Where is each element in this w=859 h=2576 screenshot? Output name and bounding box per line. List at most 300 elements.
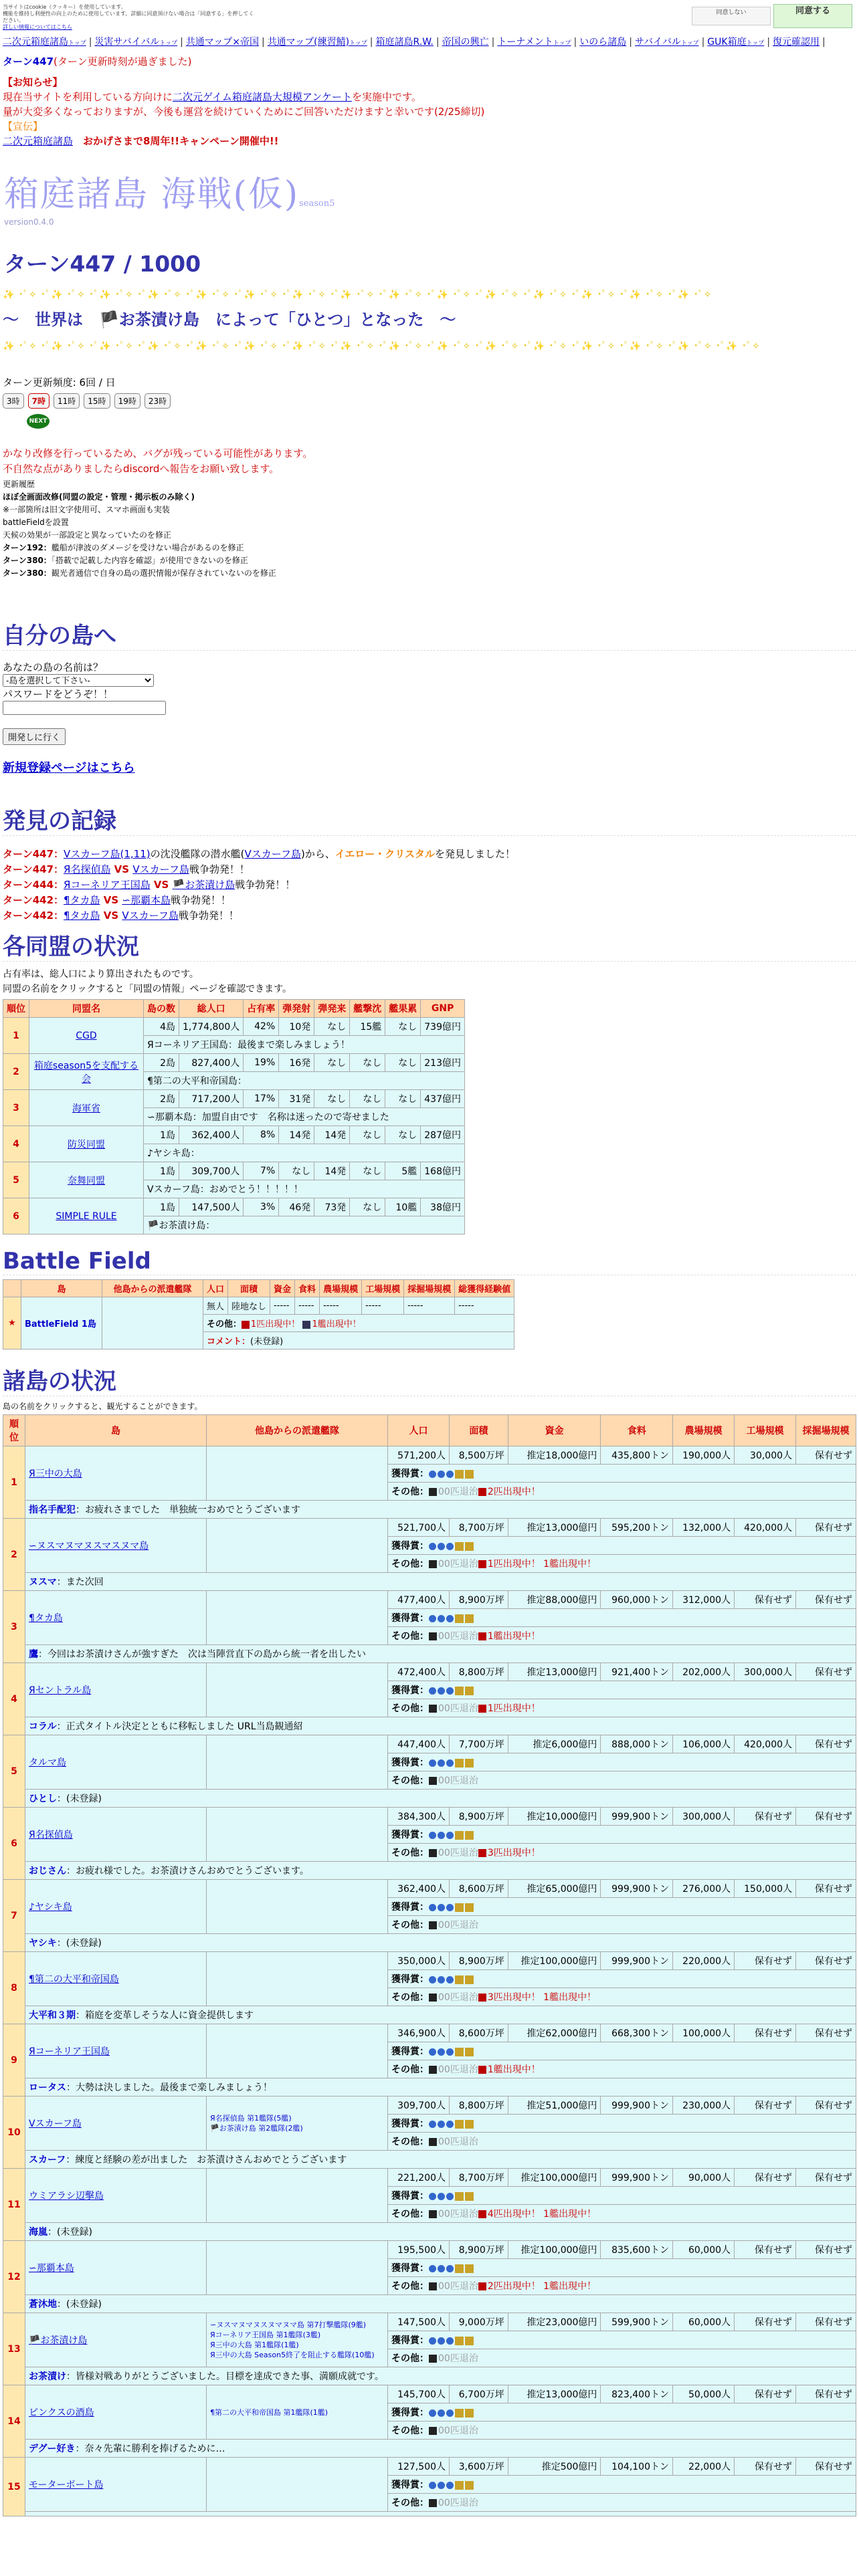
island-fleet-cell <box>207 1446 388 1501</box>
alliance-v1: 31発 <box>279 1090 314 1108</box>
monster-icon <box>429 1849 437 1857</box>
island-rank: 13 <box>3 2313 25 2385</box>
island-acquired <box>388 1753 856 1772</box>
dev-warning-line: かなり改修を行っているため、バグが残っている可能性があります。 <box>3 447 313 459</box>
island-fleet-cell <box>207 1808 388 1862</box>
kills-count: 00匹退治 <box>438 1487 478 1497</box>
island-food: 104,100トン <box>601 2458 673 2476</box>
island-name-link[interactable]: ∽那覇本島 <box>29 2263 74 2274</box>
comment-sep: ： <box>56 1721 66 1732</box>
island-money: 推定100,000億円 <box>508 2169 601 2187</box>
island-food: 835,600トン <box>601 2241 673 2259</box>
island-money: 推定13,000億円 <box>508 2385 601 2403</box>
island-food: 999,900トン <box>601 1808 673 1826</box>
alliance-pop: 827,400人 <box>179 1054 244 1072</box>
award-icon <box>438 1904 445 1911</box>
island-area: 8,700万坪 <box>450 1519 508 1537</box>
alliance-v1: 14発 <box>279 1126 314 1144</box>
island-food: 999,900トン <box>601 1952 673 1970</box>
island-name-cell <box>25 1735 207 1790</box>
other-label: その他： <box>391 2353 429 2364</box>
alliance-name-link[interactable]: SIMPLE RULE <box>56 1210 117 1222</box>
island-name-link[interactable]: ¶第二の大平和帝国島 <box>29 1974 119 1985</box>
comment-sep: ： <box>47 2227 57 2238</box>
island-comment-row <box>3 2006 856 2024</box>
island-link[interactable]: Vスカーフ島 <box>244 848 302 860</box>
island-fact: 保有せず <box>735 2241 796 2259</box>
nav-link[interactable] <box>3 37 86 47</box>
spawn-count: 4匹出現中！ 1艦出現中！ <box>487 2209 597 2220</box>
other-label: その他： <box>391 1703 429 1714</box>
island-name-link[interactable]: ¶タカ島 <box>29 1613 63 1624</box>
award-icon <box>446 1615 454 1622</box>
spawn-count: 2匹出現中！ 1艦出現中！ <box>487 2281 597 2292</box>
update-history-bold: ターン192： <box>3 543 52 552</box>
accept-button[interactable]: 同意する <box>773 4 852 28</box>
island-rank: 4 <box>3 1663 25 1735</box>
battlefield-island-name[interactable]: BattleField 1島 <box>21 1297 102 1350</box>
alliance-name-cell <box>29 1018 144 1054</box>
island-money: 推定13,000億円 <box>508 1663 601 1681</box>
password-input[interactable] <box>3 701 166 715</box>
alliance-v3: なし <box>350 1090 385 1108</box>
acq-label: 獲得賞： <box>391 2480 429 2490</box>
nav-link-label: サバイバル <box>634 37 681 47</box>
alliance-share: 7% <box>244 1162 279 1180</box>
alliance-col-header: 同盟名 <box>29 1000 144 1018</box>
alliance-v2: なし <box>314 1054 350 1072</box>
turn-passed-turn: ターン447 <box>3 56 54 68</box>
survey-link[interactable]: 二次元ゲイム箱庭諸島大規模アンケート <box>172 91 353 103</box>
alliance-member: ¶第二の大平和帝国島： <box>144 1072 465 1090</box>
turn-passed-msg: (ターン更新時刻が過ぎました) <box>54 56 192 68</box>
island-pop: 221,200人 <box>388 2169 450 2187</box>
island-fleet: ∽ヌスマヌマヌスヌマヌマ島 第7打撃艦隊(9艦) Яコーネリア王国島 第1艦隊(3艦) Я三中の大島 第1艦隊(1艦) Я三中の大島 Season5終了を阻止する艦隊(10艦) <box>210 2321 375 2359</box>
alliance-member: ∽那覇本島：加盟自由です 名称は迷ったので寄せました <box>144 1108 465 1126</box>
monster-icon <box>478 2210 486 2218</box>
medal-icon <box>455 1903 464 1912</box>
island-comment <box>25 2151 856 2169</box>
alliance-col-header: 弾発射 <box>279 1000 314 1018</box>
island-acquired <box>388 1970 856 1988</box>
island-money: 推定10,000億円 <box>508 1808 601 1826</box>
island-name-link[interactable]: ♪ヤシキ島 <box>29 1902 72 1913</box>
other-label: その他： <box>391 2498 429 2508</box>
battlefield-heading: Battle Field <box>3 1248 856 1275</box>
update-hour-badge: 23時 <box>145 393 171 409</box>
nav-link-suffix: トップ <box>159 40 178 47</box>
nav-link-label: 二次元箱庭諸島 <box>3 37 68 47</box>
island-pop: 384,300人 <box>388 1808 450 1826</box>
update-history-text: ※一部箇所は旧文字使用可、スマホ画面も実装 <box>3 505 170 514</box>
world-unified-message: 〜 世界は 🏴お茶漬け島 によって「ひとつ」となった 〜 <box>3 310 456 329</box>
alliance-name-link[interactable]: 奈舞同盟 <box>68 1175 105 1186</box>
battlefield-col-header: 人口 <box>203 1280 228 1297</box>
island-fleet-cell <box>207 1519 388 1573</box>
island-row <box>3 2024 856 2042</box>
island-other <box>388 2277 856 2295</box>
monster-icon <box>429 2427 437 2435</box>
version-label: version0.4.0 <box>4 217 54 227</box>
alliance-v3: なし <box>350 1126 385 1144</box>
island-name-link[interactable]: Яコーネリア王国島 <box>29 2046 110 2057</box>
monster-icon <box>429 2066 437 2074</box>
update-history-text: 艦船が津波のダメージを受けない場合があるのを修正 <box>51 543 244 552</box>
discovery-entry <box>3 893 856 908</box>
island-name-link[interactable]: 🏴お茶漬け島 <box>29 2335 88 2346</box>
islands-col-header: 面積 <box>450 1415 508 1446</box>
alliance-rank: 6 <box>3 1198 29 1235</box>
alliance-v3: 15艦 <box>350 1018 385 1036</box>
island-owner: ロータス <box>29 2082 66 2093</box>
island-name-cell <box>25 1808 207 1862</box>
island-row <box>3 1591 856 1609</box>
island-money: 推定100,000億円 <box>508 1952 601 1970</box>
update-history-bold: ターン380： <box>3 556 52 565</box>
island-name-link[interactable]: モーターボート島 <box>29 2480 104 2490</box>
island-comment-row <box>3 1573 856 1591</box>
monster-icon <box>478 1632 486 1640</box>
discovery-text: VS <box>100 894 122 906</box>
alliance-row <box>3 1126 465 1144</box>
alliance-gnp: 168億円 <box>421 1162 465 1180</box>
alliance-v2: なし <box>314 1090 350 1108</box>
kills-count: 00匹退治 <box>438 2209 478 2220</box>
island-mine: 保有せず <box>796 1808 856 1826</box>
medal-icon <box>455 1614 464 1623</box>
update-history-text: 観光者通信で自身の島の選択情報が保存されていないのを修正 <box>51 568 276 578</box>
develop-button[interactable]: 開発しに行く <box>3 728 66 745</box>
nav-link[interactable] <box>773 37 820 47</box>
island-mine: 保有せず <box>796 1735 856 1753</box>
island-link[interactable]: 🏴お茶漬け島 <box>172 879 235 891</box>
island-name-link[interactable]: ∽ヌスマヌマヌスマスヌマ島 <box>29 1541 149 1551</box>
alliance-islands: 1島 <box>144 1126 179 1144</box>
medal-icon <box>455 2481 464 2490</box>
island-fact: 300,000人 <box>735 1663 796 1681</box>
island-food: 999,900トン <box>601 2169 673 2187</box>
nav-link[interactable] <box>94 37 177 47</box>
island-select[interactable] <box>3 674 154 687</box>
nav-link-suffix: トップ <box>746 40 765 47</box>
island-owner: コラル <box>29 1721 57 1732</box>
award-icon <box>429 2048 436 2056</box>
nav-link[interactable] <box>442 37 489 47</box>
nav-link[interactable] <box>707 37 764 47</box>
sparkle-divider: ✨ ･ﾟ✧ ･ﾟ✨ ･ﾟ✧ ･ﾟ✨ ･ﾟ✧ ･ﾟ✨ ･ﾟ✧ ･ﾟ✨ ･ﾟ✧ ･ﾟ✨ ･ﾟ✧ ･ﾟ✨ ･ﾟ✧ ･ﾟ✨ ･ﾟ✧ ･ﾟ✨ ･ﾟ✧ ･ﾟ✨ ･ﾟ✧ ･ﾟ✨ ･ﾟ✧ ･ﾟ✨ ･ﾟ✧ ･ﾟ✨ ･ﾟ✧ ･ﾟ✨ ･ﾟ✧ ･ﾟ✨ ･ﾟ✧ <box>3 290 712 300</box>
award-icon <box>438 2409 445 2417</box>
island-name-link[interactable]: タルマ島 <box>29 1757 66 1768</box>
kills-count: 00匹退治 <box>438 2353 478 2364</box>
island-name-cell <box>25 2024 207 2078</box>
nav-link[interactable] <box>186 37 259 47</box>
island-comment-row <box>3 1717 856 1735</box>
alliance-name-link[interactable]: 海軍省 <box>72 1103 100 1114</box>
island-money: 推定62,000億円 <box>508 2024 601 2042</box>
alliance-v3: なし <box>350 1162 385 1180</box>
island-comment <box>25 1645 856 1663</box>
other-label: その他： <box>391 1776 429 1786</box>
award-icon <box>446 1904 454 1911</box>
island-acquired <box>388 2042 856 2060</box>
alliance-pop: 362,400人 <box>179 1126 244 1144</box>
medal-icon <box>465 2337 474 2345</box>
island-name-cell <box>25 1446 207 1501</box>
notice-box <box>0 68 859 148</box>
award-icon <box>438 1976 445 1983</box>
island-link[interactable]: ¶タカ島 <box>64 894 100 906</box>
alliance-v4: なし <box>385 1090 421 1108</box>
battlefield-col-header: 食料 <box>295 1280 320 1297</box>
island-rank: 6 <box>3 1808 25 1880</box>
alliance-name-cell <box>29 1198 144 1235</box>
island-farm: 276,000人 <box>673 1880 735 1898</box>
alliance-v4: なし <box>385 1126 421 1144</box>
kills-count: 00匹退治 <box>438 1992 478 2003</box>
islands-header-row <box>3 1415 856 1446</box>
medal-icon <box>465 2409 474 2418</box>
alliance-v3: なし <box>350 1198 385 1216</box>
island-comment-text: 今回はお茶漬けさんが強すぎた 次は当陣営直下の島から統一者を出したい <box>47 1649 366 1660</box>
island-food: 599,900トン <box>601 2313 673 2331</box>
update-history-item <box>3 491 856 504</box>
medal-icon <box>455 1542 464 1551</box>
island-fact: 420,000人 <box>735 1519 796 1537</box>
island-pop: 127,500人 <box>388 2458 450 2476</box>
island-fleet-cell <box>207 2458 388 2512</box>
update-history <box>3 478 856 580</box>
nav-link-label: 復元確認用 <box>773 37 820 47</box>
island-name-cell <box>25 1952 207 2006</box>
island-name-link[interactable]: Я名探偵島 <box>29 1830 73 1840</box>
alliance-note: 占有率は、総人口により算出されたものです。 <box>3 969 199 980</box>
update-history-text: 天候の効果が一部設定と異なっていたのを修正 <box>3 530 172 540</box>
island-comment-text: 練度と経験の差が出ました お茶漬けさんおめでとうございます <box>75 2155 347 2165</box>
alliance-name-link[interactable]: CGD <box>76 1030 97 1041</box>
notice-text: を実施中です。 <box>352 91 421 103</box>
island-farm: 90,000人 <box>673 2169 735 2187</box>
island-area: 8,500万坪 <box>450 1446 508 1465</box>
award-icon <box>446 2337 454 2345</box>
island-mine: 保有せず <box>796 1446 856 1465</box>
island-name-link[interactable]: Я三中の大島 <box>29 1469 82 1479</box>
island-pop: 346,900人 <box>388 2024 450 2042</box>
reject-button[interactable]: 同意しない <box>692 7 771 25</box>
island-fleet-cell <box>207 2313 388 2367</box>
battlefield-col-header: 他島からの派遣艦隊 <box>102 1280 203 1297</box>
alliance-v4: なし <box>385 1054 421 1072</box>
battlefield-col-header: 資金 <box>270 1280 295 1297</box>
nav-link[interactable] <box>268 37 367 47</box>
update-history-item <box>3 516 856 529</box>
nav-link[interactable] <box>497 37 571 47</box>
island-link[interactable]: Vスカーフ島(1,11) <box>64 848 151 860</box>
monster-icon <box>478 1849 486 1857</box>
acq-label: 獲得賞： <box>391 1757 429 1768</box>
update-history-bold: ターン380： <box>3 568 52 578</box>
island-name-link[interactable]: ピンクスの酒島 <box>29 2407 94 2418</box>
island-fact: 30,000人 <box>735 1446 796 1465</box>
island-name-cell <box>25 1663 207 1717</box>
discovery-text: の沈没艦隊の潜水艦( <box>150 848 245 860</box>
island-link[interactable]: Яコーネリア王国島 <box>64 879 151 891</box>
award-icon <box>438 1471 445 1478</box>
discovery-turn: ターン444： <box>3 879 64 891</box>
acq-label: 獲得賞： <box>391 1974 429 1985</box>
island-name-link[interactable]: ウミアラシ辺擊島 <box>29 2191 104 2202</box>
alliance-col-header: 島の数 <box>144 1000 179 1018</box>
ship-count: 1艦出現中！ <box>312 1319 361 1329</box>
other-label: その他： <box>391 1559 429 1570</box>
alliance-v1: 46発 <box>279 1198 314 1216</box>
award-icon <box>429 2482 436 2489</box>
island-comment <box>25 2223 856 2241</box>
monster-icon <box>429 1994 437 2002</box>
other-label: その他： <box>391 1848 429 1858</box>
cookie-details-link[interactable]: 詳しい情報についてはこちら <box>3 24 72 30</box>
acq-label: 獲得賞： <box>391 2191 429 2202</box>
island-acquired <box>388 2331 856 2349</box>
island-farm: 100,000人 <box>673 2024 735 2042</box>
island-fleet-cell <box>207 2097 388 2151</box>
island-name-link[interactable]: Vスカーフ島 <box>29 2119 82 2129</box>
monster-icon <box>429 1777 437 1785</box>
battlefield-col-header: 面積 <box>228 1280 270 1297</box>
medal-icon <box>465 1614 474 1623</box>
discovery-text: 戦争勃発！！ <box>178 909 239 920</box>
login-form <box>3 660 856 745</box>
island-fact: 保有せず <box>735 2313 796 2331</box>
island-acquired <box>388 1537 856 1555</box>
medal-icon <box>455 2264 464 2273</box>
turn-passed <box>0 54 859 68</box>
island-comment-row <box>3 2512 856 2516</box>
kills-count: 00匹退治 <box>438 2498 478 2508</box>
award-icon <box>429 1976 436 1983</box>
update-hour-badge: 3時 <box>3 393 24 409</box>
comment-label: コメント： <box>207 1337 251 1347</box>
alliance-islands: 2島 <box>144 1090 179 1108</box>
award-icon <box>429 2337 436 2345</box>
award-icon <box>446 1759 454 1767</box>
island-area: 8,900万坪 <box>450 1591 508 1609</box>
islands-heading: 諸島の状況 <box>3 1363 856 1396</box>
island-comment-row <box>3 2295 856 2313</box>
island-comment <box>25 2440 856 2458</box>
medal-icon <box>455 2192 464 2201</box>
island-name-link[interactable]: Яセントラル島 <box>29 1685 92 1696</box>
island-other <box>388 1699 856 1717</box>
comment-sep: ： <box>76 1505 85 1515</box>
island-money: 推定51,000億円 <box>508 2097 601 2115</box>
alliance-member: Vスカーフ島：おめでとう！！！！！ <box>144 1180 465 1198</box>
island-comment <box>25 1717 856 1735</box>
islands-table <box>3 1414 856 2516</box>
nav-link-label: GUK箱庭 <box>707 37 747 47</box>
register-link[interactable]: 新規登録ページはこちら <box>3 761 135 775</box>
island-comment-text: (未登録) <box>57 2227 92 2238</box>
islands-col-header: 食料 <box>601 1415 673 1446</box>
alliance-share: 19% <box>244 1054 279 1072</box>
comment-sep: ： <box>76 2010 85 2021</box>
campaign-link[interactable]: 二次元箱庭諸島 <box>3 135 74 147</box>
nav-link[interactable] <box>376 37 434 47</box>
island-link[interactable]: ∽那覇本島 <box>122 894 171 906</box>
island-other <box>388 2422 856 2440</box>
island-link[interactable]: Vスカーフ島 <box>132 863 189 875</box>
alliance-member: ♪ヤシキ島： <box>144 1144 465 1162</box>
island-fleet-cell <box>207 2385 388 2440</box>
island-comment-row <box>3 2151 856 2169</box>
nav-link[interactable] <box>579 37 626 47</box>
island-name-cell <box>25 2385 207 2440</box>
alliance-rank: 4 <box>3 1126 29 1162</box>
island-comment-row <box>3 1645 856 1663</box>
alliance-col-header: 占有率 <box>244 1000 279 1018</box>
island-money: 推定18,000億円 <box>508 1446 601 1465</box>
island-owner: 海嵐 <box>29 2227 47 2238</box>
island-rank: 7 <box>3 1880 25 1952</box>
island-acquired <box>388 2115 856 2133</box>
award-icon <box>446 2121 454 2128</box>
island-pop: 309,700人 <box>388 2097 450 2115</box>
island-link[interactable]: ¶タカ島 <box>64 909 100 920</box>
alliance-share: 8% <box>244 1126 279 1144</box>
alliance-v4: なし <box>385 1018 421 1036</box>
island-area: 6,700万坪 <box>450 2385 508 2403</box>
alliance-name-link[interactable]: 防災同盟 <box>68 1139 105 1150</box>
island-owner: ひとし <box>29 1794 57 1804</box>
acq-label: 獲得賞： <box>391 2263 429 2274</box>
island-comment-row <box>3 1501 856 1519</box>
battlefield-fleet <box>102 1297 203 1350</box>
island-link[interactable]: Vスカーフ島 <box>122 909 179 920</box>
kills-count: 00匹退治 <box>438 2064 478 2075</box>
battlefield-cell: ----- <box>295 1297 320 1315</box>
island-area: 9,000万坪 <box>450 2313 508 2331</box>
monster-icon <box>478 1560 486 1568</box>
alliance-rank: 1 <box>3 1018 29 1054</box>
island-rank: 12 <box>3 2241 25 2313</box>
battlefield-area: 陸地なし <box>228 1297 270 1315</box>
cookie-text <box>3 4 257 31</box>
island-mine: 保有せず <box>796 2313 856 2331</box>
medal-icon <box>455 1470 464 1479</box>
alliance-header-row <box>3 1000 465 1018</box>
island-name-label: あなたの島の名前は？ <box>3 661 104 673</box>
island-money: 推定23,000億円 <box>508 2313 601 2331</box>
discovery-entry <box>3 877 856 893</box>
island-pop: 477,400人 <box>388 1591 450 1609</box>
acq-label: 獲得賞： <box>391 2046 429 2057</box>
alliance-name-link[interactable]: 箱庭season5を支配する会 <box>33 1060 139 1085</box>
award-icon <box>446 2193 454 2200</box>
island-row <box>3 2097 856 2115</box>
nav-link-label: 共通マップ×帝国 <box>185 37 259 47</box>
other-label: その他： <box>391 1920 429 1931</box>
island-name-cell <box>25 1519 207 1573</box>
island-comment-text: (未登録) <box>66 1938 102 1949</box>
alliance-name-cell <box>29 1054 144 1090</box>
alliance-rank: 2 <box>3 1054 29 1090</box>
alliance-islands: 2島 <box>144 1054 179 1072</box>
nav-separator: | <box>436 37 440 47</box>
nav-link[interactable] <box>635 37 699 47</box>
alliance-v1: なし <box>279 1162 314 1180</box>
island-link[interactable]: Я名探偵島 <box>64 863 111 875</box>
island-row <box>3 1519 856 1537</box>
island-comment-text: 大勢は決しました。最後まで楽しみましょう！ <box>76 2082 272 2093</box>
